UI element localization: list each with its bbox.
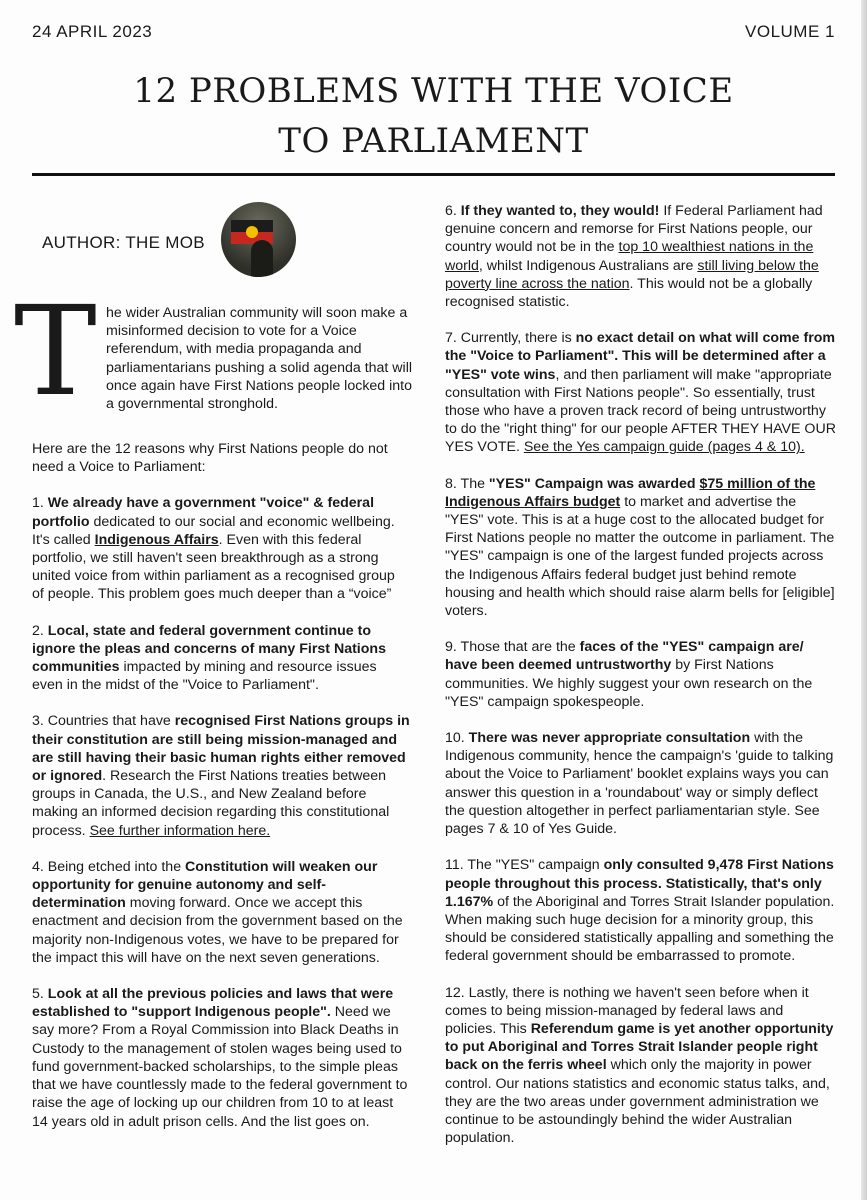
author-name: AUTHOR: THE MOB [42,233,205,252]
point-6: 6 . If they wanted to, they would! If Federal Parliament had genuine concern and remorse for First Nations people, our country would not be in the top 10 wealthiest nations in the world, whilst Indigenous Australians are still living below the poverty line across the nation. This would not be a globally recognised statistic. [445,202,837,311]
issue-date: 24 APRIL 2023 [32,22,153,41]
point-8: 8 . The "YES" Campaign was awarded $75 million of the Indigenous Affairs budget to market and advertise the "YES" vote. This is at a huge cost to the allocated budget for First Nations people no matter the outcome in parliament. The "YES" campaign is one of the largest funded projects across the Indigenous Affairs federal budget just behind remote housing and health which should raise alarm bells for [eligible] voters. [445,475,837,621]
point-12: 12 . Lastly, there is nothing we haven't seen before when it comes to being mission-managed by federal laws and policies. This Referendum game is yet another opportunity to put Aboriginal and Torres Strait Islander people right back on the ferris wheel which only the majority in power control. Our nations statistics and economic status talks, and, they are the two areas under government administration we continue to be astoundingly behind the wider Australian population. [445,984,837,1148]
wealthiest-nations-link[interactable]: top 10 wealthiest nations in the world [445,239,814,274]
point-1: 1 . We already have a government "voice" & federal portfolio dedicated to our social and economic wellbeing. It's called Indigenous Affairs. Even with this federal portfolio, we still haven't seen breakthrough as a strong united voice from within parliament as a recognised group of people. This problem goes much deeper than a “voice” [32,494,410,603]
title-divider [32,173,835,176]
page-edge-shadow [861,0,867,1200]
further-information-link[interactable]: See further information here. [89,822,271,839]
author-avatar [221,202,296,277]
point-11: 11 . The "YES" campaign only consulted 9,478 First Nations people throughout this process. Statistically, that's only 1.167% of the Aboriginal and Torres Strait Islander population. When making such huge decision for a minority group, this should be considered statistically appalling and something the federal government should be embarrassed to promote. [445,856,837,965]
indigenous-affairs-link[interactable]: Indigenous Affairs [94,531,219,548]
point-3: 3 . Countries that have recognised First Nations groups in their constitution are still being mission-managed and are still having their basic human rights either removed or ignored. Research the First Nations treaties between groups in Canada, the U.S., and New Zealand before making an informed decision regarding this constitutional process. See further information here. [32,712,410,839]
point-10: 10 . There was never appropriate consultation with the Indigenous community, hence the campaign's 'guide to talking about the Voice to Parliament' booklet explains ways you can answer this question in a 'roundabout' way or simply deflect the question altogether in perfect parliamentarian style. See pages 7 & 10 of Yes Guide. [445,729,837,838]
intro-block [14,280,413,424]
budget-link[interactable]: $75 million of the Indigenous Affairs budget [445,475,816,510]
left-column [14,212,413,1149]
point-7: 7 . Currently, there is no exact detail on what will come from the "Voice to Parliament". This will be determined after a "YES" vote wins, and then parliament will make "appropriate consultation with First Nations people". So essentially, trust those who have a proven track record of being untrustworthy to do the "right thing" for our people AFTER THEY HAVE OUR YES VOTE. See the Yes campaign guide (pages 4 & 10). [445,329,837,456]
point-9: 9 . Those that are the faces of the "YES" campaign are/ have been deemed untrustworthy by First Nations communities. We highly suggest your own research on the "YES" campaign spokespeople. [445,638,837,711]
title-line-1: 12 PROBLEMS WITH THE VOICE [133,71,734,111]
right-column [445,202,837,1165]
yes-campaign-guide-link[interactable]: See the Yes campaign guide (pages 4 & 10). [523,439,805,456]
masthead [32,22,835,42]
title-line-2: TO PARLIAMENT [278,121,589,161]
point-5: 5 . Look at all the previous policies and laws that were established to "support Indigenous people". Need we say more? From a Royal Commission into Black Deaths in Custody to the management of stolen wages being used to fund government-backed scholarships, to the simple pleas that we have countlessly made to the federal government to raise the age of locking up our children from 10 to at least 14 years old in adult prison cells. And the list goes on. [32,985,410,1131]
lead-paragraph: Here are the 12 reasons why First Nations people do not need a Voice to Parliament: [32,441,388,476]
drop-cap: T [14,280,97,424]
intro-paragraph: he wider Australian community will soon make a misinformed decision to vote for a Voice referendum, with media propaganda and parliamentarians pushing a solid agenda that will once again have First Nations people locked into a governmental stronghold. [106,305,413,413]
issue-volume: VOLUME 1 [745,22,835,41]
poverty-line-link[interactable]: still living below the poverty line across the nation [445,257,819,292]
point-2: 2 . Local, state and federal government continue to ignore the pleas and concerns of many First Nations communities impacted by mining and resource issues even in the midst of the "Voice to Parliament". [32,622,410,695]
point-4: 4 . Being etched into the Constitution will weaken our opportunity for genuine autonomy and self-determination moving forward. Once we accept this enactment and decision from the government based on the majority non-Indigenous votes, we have to be prepared for the impact this will have on the next seven generations. [32,858,410,967]
person-silhouette [251,240,273,277]
page-title [30,66,837,166]
